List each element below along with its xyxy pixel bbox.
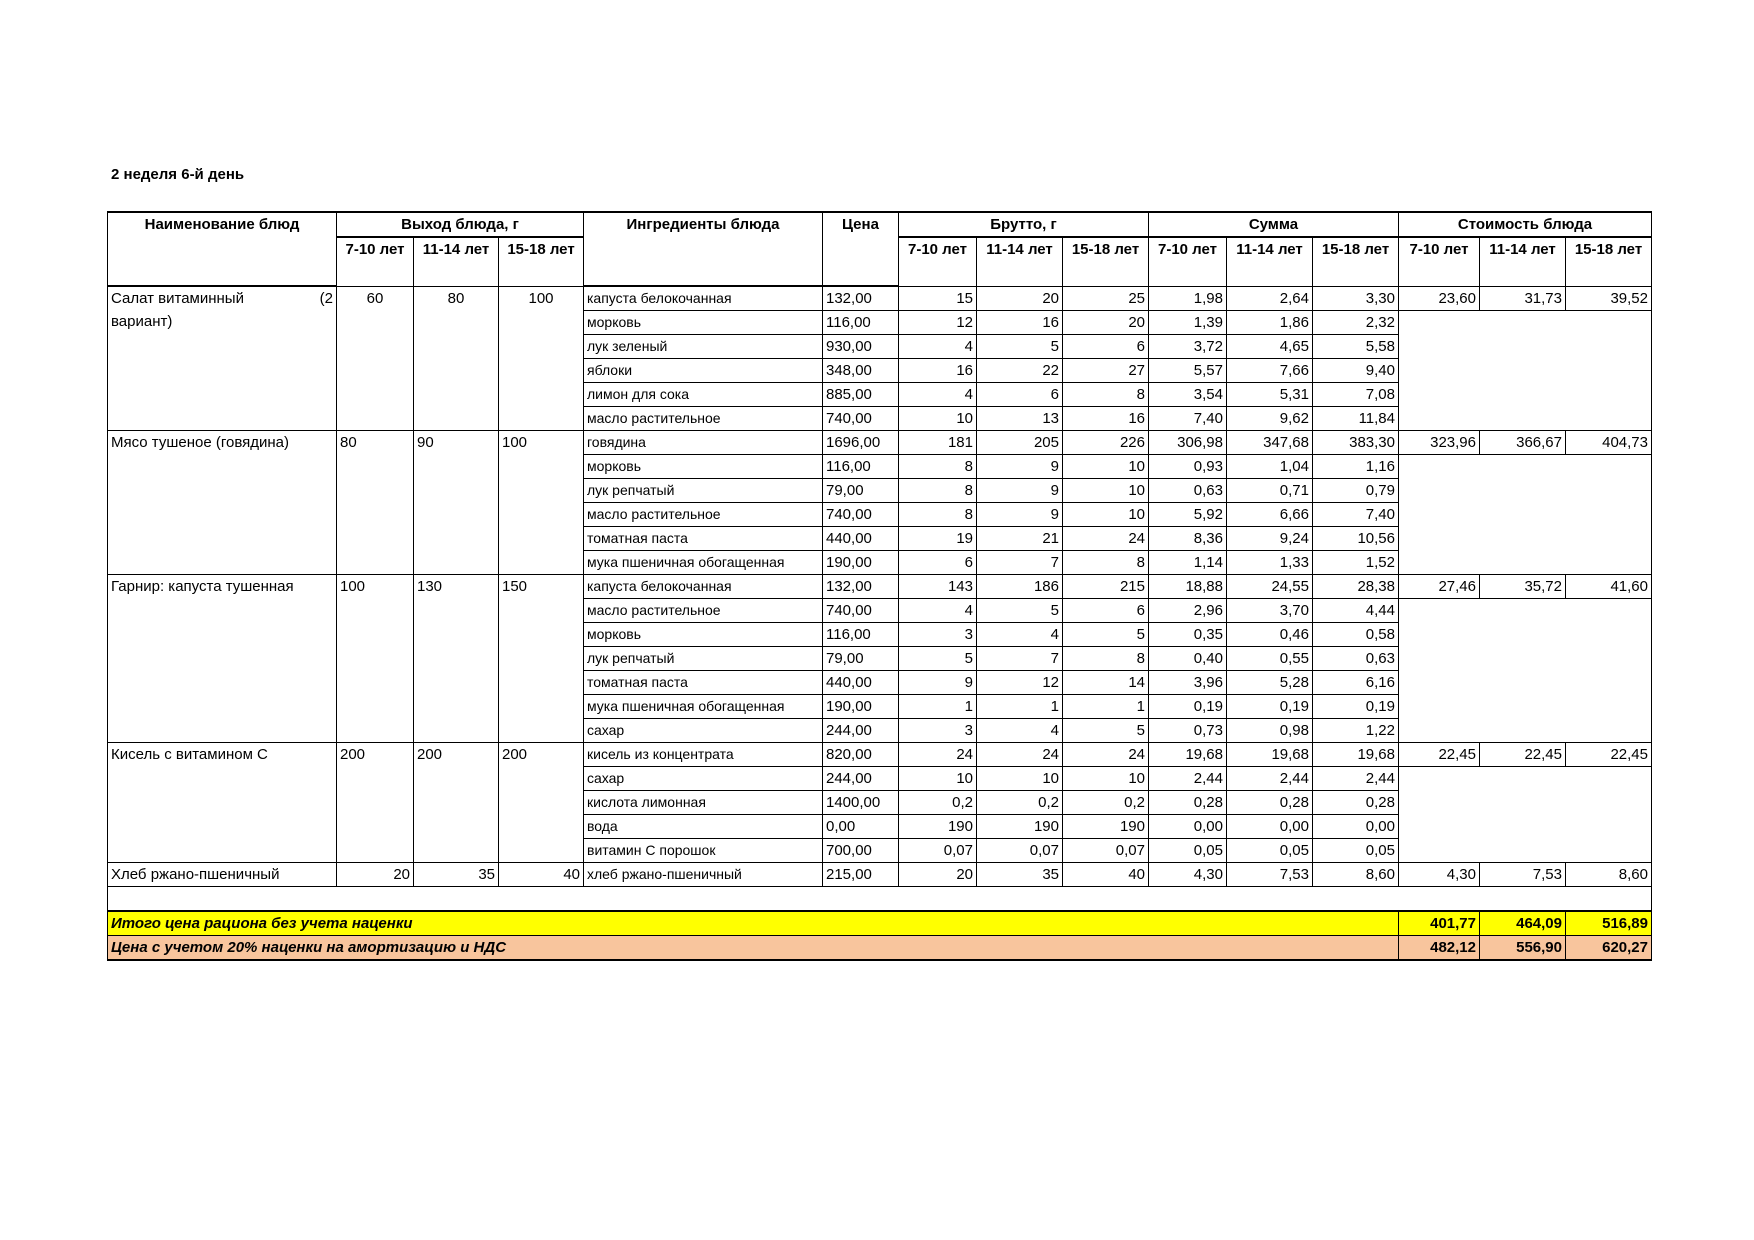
ingredient-name: капуста белокочанная (584, 575, 823, 599)
ingredient-brutto: 10 (1063, 479, 1149, 503)
ingredient-name: лимон для сока (584, 383, 823, 407)
ingredient-brutto: 1 (899, 695, 977, 719)
ingredient-brutto: 5 (899, 647, 977, 671)
ingredient-brutto: 13 (977, 407, 1063, 431)
ingredient-sum: 2,64 (1227, 286, 1313, 311)
ingredient-price: 740,00 (823, 407, 899, 431)
ingredient-name: масло растительное (584, 407, 823, 431)
ingredient-sum: 0,63 (1313, 647, 1399, 671)
ingredient-brutto: 7 (977, 647, 1063, 671)
dish-cost: 404,73 (1566, 431, 1652, 455)
ingredient-sum: 8,36 (1149, 527, 1227, 551)
ingredient-brutto: 20 (1063, 311, 1149, 335)
dish-cost: 23,60 (1399, 286, 1480, 311)
dish-cost-empty (1399, 599, 1652, 743)
ingredient-name: мука пшеничная обогащенная (584, 551, 823, 575)
ingredient-brutto: 181 (899, 431, 977, 455)
ingredient-sum: 19,68 (1227, 743, 1313, 767)
ingredient-sum: 18,88 (1149, 575, 1227, 599)
header-age-sum-1: 11-14 лет (1227, 237, 1313, 264)
dish-cost: 7,53 (1480, 863, 1566, 887)
header-spacer-cell (899, 264, 977, 286)
ingredient-sum: 0,63 (1149, 479, 1227, 503)
ingredient-brutto: 25 (1063, 286, 1149, 311)
ingredient-price: 885,00 (823, 383, 899, 407)
dish-cost-empty (1399, 767, 1652, 863)
ingredient-sum: 0,73 (1149, 719, 1227, 743)
dish-output: 130 (414, 575, 499, 743)
ingredient-brutto: 22 (977, 359, 1063, 383)
header-age-output-2: 15-18 лет (499, 237, 584, 264)
ingredient-brutto: 6 (1063, 335, 1149, 359)
ingredient-sum: 0,55 (1227, 647, 1313, 671)
ingredient-sum: 0,00 (1149, 815, 1227, 839)
ingredient-price: 79,00 (823, 479, 899, 503)
ingredient-brutto: 4 (977, 623, 1063, 647)
ingredient-brutto: 4 (899, 383, 977, 407)
ingredient-brutto: 24 (1063, 527, 1149, 551)
ingredient-brutto: 8 (1063, 383, 1149, 407)
ingredient-sum: 7,40 (1149, 407, 1227, 431)
header-spacer-cell (1227, 264, 1313, 286)
ingredient-sum: 8,60 (1313, 863, 1399, 887)
ingredient-brutto: 8 (1063, 647, 1149, 671)
ingredient-sum: 4,30 (1149, 863, 1227, 887)
dish-cost: 41,60 (1566, 575, 1652, 599)
ingredient-brutto: 5 (1063, 719, 1149, 743)
blank-cell (108, 887, 1652, 911)
ingredient-sum: 3,70 (1227, 599, 1313, 623)
ingredient-sum: 0,00 (1313, 815, 1399, 839)
menu-cost-table (107, 211, 1652, 961)
ingredient-brutto: 9 (977, 479, 1063, 503)
total-value: 620,27 (1566, 935, 1652, 960)
ingredient-price: 1696,00 (823, 431, 899, 455)
ingredient-price: 79,00 (823, 647, 899, 671)
ingredient-brutto: 16 (977, 311, 1063, 335)
ingredient-price: 930,00 (823, 335, 899, 359)
header-age-output-0: 7-10 лет (337, 237, 414, 264)
ingredient-sum: 4,44 (1313, 599, 1399, 623)
ingredient-sum: 2,32 (1313, 311, 1399, 335)
ingredient-price: 440,00 (823, 671, 899, 695)
dish-output: 200 (414, 743, 499, 863)
ingredient-brutto: 12 (977, 671, 1063, 695)
ingredient-brutto: 8 (1063, 551, 1149, 575)
dish-output: 200 (337, 743, 414, 863)
ingredient-sum: 0,28 (1227, 791, 1313, 815)
ingredient-price: 700,00 (823, 839, 899, 863)
ingredient-name: сахар (584, 719, 823, 743)
dish-cost: 323,96 (1399, 431, 1480, 455)
ingredient-sum: 3,30 (1313, 286, 1399, 311)
ingredient-sum: 0,98 (1227, 719, 1313, 743)
dish-output: 200 (499, 743, 584, 863)
dish-output: 40 (499, 863, 584, 887)
ingredient-name: морковь (584, 455, 823, 479)
ingredient-name: мука пшеничная обогащенная (584, 695, 823, 719)
header-spacer-cell (1313, 264, 1399, 286)
dish-output: 150 (499, 575, 584, 743)
ingredient-brutto: 10 (899, 407, 977, 431)
total-label: Цена с учетом 20% наценки на амортизацию и НДС (108, 935, 1399, 960)
ingredient-price: 0,00 (823, 815, 899, 839)
ingredient-brutto: 9 (977, 455, 1063, 479)
ingredient-sum: 5,58 (1313, 335, 1399, 359)
total-with-markup-row (108, 935, 1652, 960)
ingredient-brutto: 21 (977, 527, 1063, 551)
dish-cost: 8,60 (1566, 863, 1652, 887)
ingredient-sum: 5,28 (1227, 671, 1313, 695)
ingredient-price: 1400,00 (823, 791, 899, 815)
dish-cost-empty (1399, 311, 1652, 431)
ingredient-name: морковь (584, 623, 823, 647)
header-output: Выход блюда, г (337, 212, 584, 237)
ingredient-price: 348,00 (823, 359, 899, 383)
ingredient-brutto: 3 (899, 719, 977, 743)
header-age-cost-1: 11-14 лет (1480, 237, 1566, 264)
ingredient-brutto: 4 (899, 599, 977, 623)
ingredient-brutto: 35 (977, 863, 1063, 887)
header-spacer-cell (337, 264, 414, 286)
dish-name: Гарнир: капуста тушенная (108, 575, 337, 743)
ingredient-sum: 9,40 (1313, 359, 1399, 383)
dish-output: 20 (337, 863, 414, 887)
ingredient-sum: 0,00 (1227, 815, 1313, 839)
ingredient-price: 116,00 (823, 455, 899, 479)
header-spacer-cell (499, 264, 584, 286)
ingredient-sum: 0,71 (1227, 479, 1313, 503)
dish-cost: 4,30 (1399, 863, 1480, 887)
ingredient-sum: 1,04 (1227, 455, 1313, 479)
ingredient-brutto: 190 (899, 815, 977, 839)
ingredient-sum: 1,22 (1313, 719, 1399, 743)
header-sum: Сумма (1149, 212, 1399, 237)
ingredient-name: капуста белокочанная (584, 286, 823, 311)
ingredient-brutto: 8 (899, 479, 977, 503)
ingredient-brutto: 14 (1063, 671, 1149, 695)
ingredient-name: вода (584, 815, 823, 839)
table-row (108, 431, 1652, 455)
ingredient-brutto: 0,07 (899, 839, 977, 863)
ingredient-brutto: 1 (977, 695, 1063, 719)
ingredient-sum: 3,54 (1149, 383, 1227, 407)
ingredient-brutto: 16 (899, 359, 977, 383)
dish-output: 90 (414, 431, 499, 575)
ingredient-brutto: 27 (1063, 359, 1149, 383)
ingredient-brutto: 9 (977, 503, 1063, 527)
ingredient-sum: 10,56 (1313, 527, 1399, 551)
ingredient-name: говядина (584, 431, 823, 455)
dish-output: 35 (414, 863, 499, 887)
ingredient-price: 244,00 (823, 767, 899, 791)
ingredient-name: томатная паста (584, 671, 823, 695)
header-price: Цена (823, 212, 899, 286)
dish-cost-empty (1399, 455, 1652, 575)
total-value: 464,09 (1480, 911, 1566, 936)
ingredient-sum: 4,65 (1227, 335, 1313, 359)
table-row (108, 575, 1652, 599)
ingredient-sum: 383,30 (1313, 431, 1399, 455)
ingredient-brutto: 19 (899, 527, 977, 551)
header-spacer-cell (977, 264, 1063, 286)
ingredient-brutto: 4 (899, 335, 977, 359)
ingredient-sum: 6,66 (1227, 503, 1313, 527)
ingredient-brutto: 10 (977, 767, 1063, 791)
ingredient-sum: 5,57 (1149, 359, 1227, 383)
ingredient-brutto: 20 (977, 286, 1063, 311)
dish-output: 100 (337, 575, 414, 743)
ingredient-price: 190,00 (823, 551, 899, 575)
total-label: Итого цена рациона без учета наценки (108, 911, 1399, 936)
ingredient-sum: 9,24 (1227, 527, 1313, 551)
ingredient-sum: 0,19 (1227, 695, 1313, 719)
ingredient-sum: 3,96 (1149, 671, 1227, 695)
ingredient-sum: 1,39 (1149, 311, 1227, 335)
header-age-output-1: 11-14 лет (414, 237, 499, 264)
ingredient-sum: 5,31 (1227, 383, 1313, 407)
ingredient-sum: 1,98 (1149, 286, 1227, 311)
ingredient-price: 132,00 (823, 286, 899, 311)
ingredient-name: сахар (584, 767, 823, 791)
ingredient-sum: 7,40 (1313, 503, 1399, 527)
ingredient-brutto: 24 (1063, 743, 1149, 767)
ingredient-price: 190,00 (823, 695, 899, 719)
ingredient-sum: 3,72 (1149, 335, 1227, 359)
ingredient-name: морковь (584, 311, 823, 335)
ingredient-sum: 0,40 (1149, 647, 1227, 671)
ingredient-sum: 24,55 (1227, 575, 1313, 599)
ingredient-sum: 2,44 (1227, 767, 1313, 791)
header-spacer-cell (1399, 264, 1480, 286)
ingredient-sum: 5,92 (1149, 503, 1227, 527)
dish-cost: 22,45 (1399, 743, 1480, 767)
dish-name (108, 286, 337, 431)
ingredient-price: 116,00 (823, 623, 899, 647)
dish-cost: 39,52 (1566, 286, 1652, 311)
ingredient-brutto: 3 (899, 623, 977, 647)
ingredient-sum: 0,19 (1149, 695, 1227, 719)
ingredient-sum: 347,68 (1227, 431, 1313, 455)
ingredient-brutto: 10 (1063, 503, 1149, 527)
total-row (108, 911, 1652, 936)
dish-name-part: вариант) (111, 313, 173, 330)
table-row (108, 286, 1652, 311)
table-row (108, 863, 1652, 887)
ingredient-sum: 6,16 (1313, 671, 1399, 695)
ingredient-brutto: 143 (899, 575, 977, 599)
header-age-cost-2: 15-18 лет (1566, 237, 1652, 264)
ingredient-brutto: 24 (899, 743, 977, 767)
ingredient-brutto: 6 (899, 551, 977, 575)
ingredient-brutto: 16 (1063, 407, 1149, 431)
ingredient-sum: 1,16 (1313, 455, 1399, 479)
header-row-groups (108, 212, 1652, 237)
ingredient-name: масло растительное (584, 503, 823, 527)
ingredient-price: 244,00 (823, 719, 899, 743)
ingredient-brutto: 1 (1063, 695, 1149, 719)
header-age-brutto-1: 11-14 лет (977, 237, 1063, 264)
ingredient-sum: 0,05 (1149, 839, 1227, 863)
dish-output: 60 (337, 286, 414, 431)
ingredient-sum: 0,19 (1313, 695, 1399, 719)
ingredient-name: лук репчатый (584, 479, 823, 503)
ingredient-brutto: 10 (899, 767, 977, 791)
ingredient-sum: 0,79 (1313, 479, 1399, 503)
ingredient-brutto: 20 (899, 863, 977, 887)
dish-cost: 22,45 (1480, 743, 1566, 767)
ingredient-sum: 0,58 (1313, 623, 1399, 647)
ingredient-brutto: 5 (1063, 623, 1149, 647)
ingredient-name: хлеб ржано-пшеничный (584, 863, 823, 887)
ingredient-price: 116,00 (823, 311, 899, 335)
blank-row (108, 887, 1652, 911)
ingredient-sum: 2,44 (1149, 767, 1227, 791)
ingredient-sum: 0,35 (1149, 623, 1227, 647)
ingredient-sum: 11,84 (1313, 407, 1399, 431)
header-spacer-cell (1149, 264, 1227, 286)
ingredient-brutto: 10 (1063, 767, 1149, 791)
ingredient-brutto: 6 (977, 383, 1063, 407)
ingredient-sum: 0,05 (1313, 839, 1399, 863)
ingredient-sum: 0,05 (1227, 839, 1313, 863)
ingredient-sum: 7,53 (1227, 863, 1313, 887)
ingredient-name: томатная паста (584, 527, 823, 551)
ingredient-name: кисель из концентрата (584, 743, 823, 767)
ingredient-sum: 1,14 (1149, 551, 1227, 575)
ingredient-brutto: 205 (977, 431, 1063, 455)
total-value: 556,90 (1480, 935, 1566, 960)
header-age-brutto-2: 15-18 лет (1063, 237, 1149, 264)
dish-cost: 31,73 (1480, 286, 1566, 311)
ingredient-price: 740,00 (823, 503, 899, 527)
table-row (108, 743, 1652, 767)
ingredient-brutto: 15 (899, 286, 977, 311)
header-age-cost-0: 7-10 лет (1399, 237, 1480, 264)
dish-output: 80 (414, 286, 499, 431)
ingredient-sum: 2,96 (1149, 599, 1227, 623)
header-cost: Стоимость блюда (1399, 212, 1652, 237)
dish-cost: 22,45 (1566, 743, 1652, 767)
header-age-sum-0: 7-10 лет (1149, 237, 1227, 264)
dish-cost: 27,46 (1399, 575, 1480, 599)
ingredient-name: яблоки (584, 359, 823, 383)
header-age-brutto-0: 7-10 лет (899, 237, 977, 264)
ingredient-brutto: 0,07 (1063, 839, 1149, 863)
ingredient-name: кислота лимонная (584, 791, 823, 815)
dish-name: Кисель с витамином С (108, 743, 337, 863)
ingredient-brutto: 0,2 (1063, 791, 1149, 815)
total-value: 482,12 (1399, 935, 1480, 960)
dish-output: 80 (337, 431, 414, 575)
ingredient-brutto: 6 (1063, 599, 1149, 623)
header-brutto: Брутто, г (899, 212, 1149, 237)
ingredient-name: лук репчатый (584, 647, 823, 671)
ingredient-sum: 0,46 (1227, 623, 1313, 647)
ingredient-brutto: 226 (1063, 431, 1149, 455)
ingredient-sum: 19,68 (1149, 743, 1227, 767)
ingredient-brutto: 12 (899, 311, 977, 335)
ingredient-brutto: 8 (899, 503, 977, 527)
ingredient-price: 440,00 (823, 527, 899, 551)
ingredient-sum: 2,44 (1313, 767, 1399, 791)
ingredient-price: 740,00 (823, 599, 899, 623)
ingredient-sum: 1,33 (1227, 551, 1313, 575)
page-title: 2 неделя 6-й день (111, 166, 245, 183)
ingredient-brutto: 10 (1063, 455, 1149, 479)
dish-output: 100 (499, 431, 584, 575)
ingredient-brutto: 0,2 (977, 791, 1063, 815)
ingredient-sum: 28,38 (1313, 575, 1399, 599)
total-value: 401,77 (1399, 911, 1480, 936)
ingredient-price: 215,00 (823, 863, 899, 887)
ingredient-name: лук зеленый (584, 335, 823, 359)
header-spacer-cell (1063, 264, 1149, 286)
dish-name-part: (2 (319, 290, 333, 307)
ingredient-sum: 9,62 (1227, 407, 1313, 431)
header-spacer-cell (1566, 264, 1652, 286)
ingredient-sum: 0,28 (1149, 791, 1227, 815)
header-spacer-cell (414, 264, 499, 286)
ingredient-brutto: 190 (1063, 815, 1149, 839)
ingredient-brutto: 0,2 (899, 791, 977, 815)
dish-cost: 35,72 (1480, 575, 1566, 599)
dish-cost: 366,67 (1480, 431, 1566, 455)
ingredient-price: 820,00 (823, 743, 899, 767)
dish-name-part: Салат витаминный (111, 290, 244, 307)
ingredient-name: масло растительное (584, 599, 823, 623)
ingredient-brutto: 5 (977, 599, 1063, 623)
ingredient-brutto: 9 (899, 671, 977, 695)
dish-name: Хлеб ржано-пшеничный (108, 863, 337, 887)
ingredient-brutto: 7 (977, 551, 1063, 575)
ingredient-sum: 0,93 (1149, 455, 1227, 479)
ingredient-brutto: 40 (1063, 863, 1149, 887)
header-spacer-cell (1480, 264, 1566, 286)
ingredient-sum: 7,08 (1313, 383, 1399, 407)
header-ingredients: Ингредиенты блюда (584, 212, 823, 286)
ingredient-brutto: 8 (899, 455, 977, 479)
ingredient-sum: 1,86 (1227, 311, 1313, 335)
dish-output: 100 (499, 286, 584, 431)
ingredient-price: 132,00 (823, 575, 899, 599)
dish-name: Мясо тушеное (говядина) (108, 431, 337, 575)
ingredient-brutto: 215 (1063, 575, 1149, 599)
ingredient-brutto: 5 (977, 335, 1063, 359)
header-dish-name: Наименование блюд (108, 212, 337, 286)
header-age-sum-2: 15-18 лет (1313, 237, 1399, 264)
ingredient-brutto: 24 (977, 743, 1063, 767)
ingredient-brutto: 186 (977, 575, 1063, 599)
ingredient-brutto: 190 (977, 815, 1063, 839)
total-value: 516,89 (1566, 911, 1652, 936)
ingredient-sum: 7,66 (1227, 359, 1313, 383)
ingredient-brutto: 0,07 (977, 839, 1063, 863)
ingredient-sum: 306,98 (1149, 431, 1227, 455)
ingredient-name: витамин С порошок (584, 839, 823, 863)
ingredient-brutto: 4 (977, 719, 1063, 743)
ingredient-sum: 19,68 (1313, 743, 1399, 767)
ingredient-sum: 1,52 (1313, 551, 1399, 575)
ingredient-sum: 0,28 (1313, 791, 1399, 815)
